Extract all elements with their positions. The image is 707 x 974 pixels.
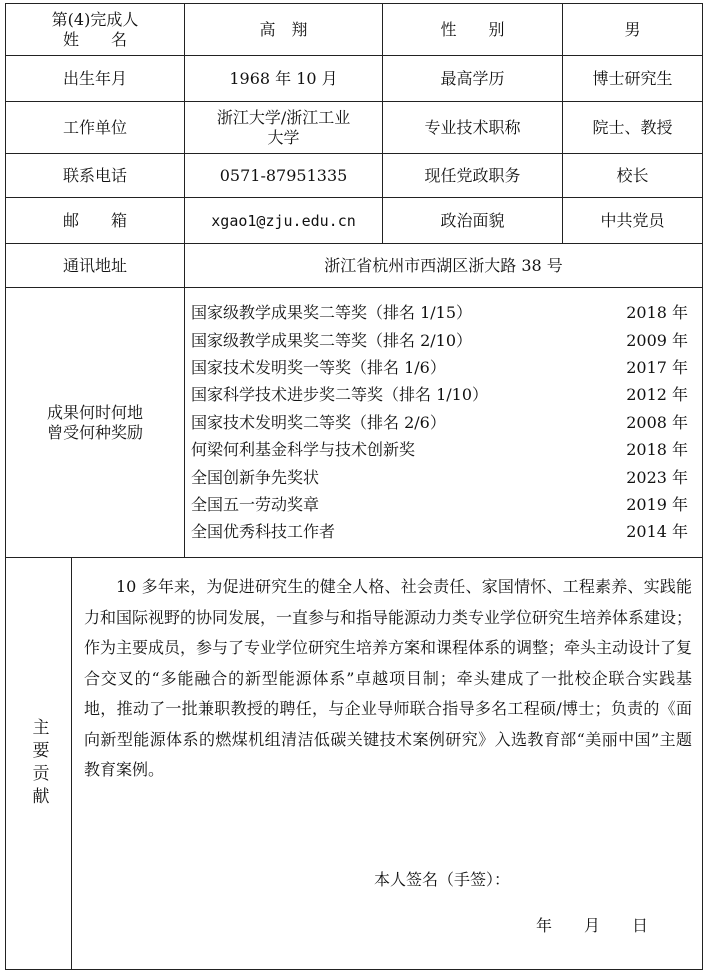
award-name: 国家技术发明奖一等奖（排名 1/6） [191, 358, 446, 378]
award-year: 2019 年 [626, 494, 689, 514]
award-item [191, 299, 688, 326]
row-birth [6, 56, 703, 102]
award-item [191, 491, 688, 518]
email-value: xgao1@zju.edu.cn [185, 198, 383, 244]
award-item [191, 464, 688, 491]
birth-label: 出生年月 [6, 56, 185, 102]
post-value: 校长 [563, 154, 703, 198]
awards-list [185, 299, 702, 546]
award-item [191, 327, 688, 354]
award-item [191, 354, 688, 381]
awards-label-line1: 成果何时何地 [47, 402, 144, 422]
award-name: 国家科学技术进步奖二等奖（排名 1/10） [191, 385, 489, 405]
party-label: 政治面貌 [383, 198, 563, 244]
unit-value-cell [185, 102, 383, 154]
award-name: 国家级教学成果奖二等奖（排名 2/10） [191, 330, 473, 350]
contribution-label-cell [6, 558, 72, 970]
award-item [191, 409, 688, 436]
nomination-form [5, 3, 702, 971]
title-label: 专业技术职称 [383, 102, 563, 154]
award-name: 何梁何利基金科学与技术创新奖 [191, 440, 416, 460]
awards-list-cell [185, 288, 703, 558]
name-label-cell [6, 4, 185, 56]
row-contribution [6, 558, 703, 970]
award-name: 全国五一劳动奖章 [191, 494, 320, 514]
awards-label-cell [6, 288, 185, 558]
awards-label-line2: 曾受何种奖励 [47, 422, 144, 442]
email-label: 邮 箱 [6, 198, 185, 244]
award-name: 国家技术发明奖二等奖（排名 2/6） [191, 412, 446, 432]
gender-label: 性 别 [383, 4, 563, 56]
row-unit [6, 102, 703, 154]
award-item [191, 518, 688, 545]
row-name [6, 4, 703, 56]
row-awards [6, 288, 703, 558]
contribution-text: 10 多年来，为促进研究生的健全人格、社会责任、家国情怀、工程素养、实践能力和国际视野的协同发展，一直参与和指导能源动力类专业学位研究生培养体系建设；作为主要成员，参与了专业学位研究生培养方案和课程体系的调整；牵头主动设计了复合交叉的“多能融合的新型能源体系”卓越项目制；牵头建成了一批校企联合实践基地，推动了一批兼职教授的聘任，与企业导师联合指导多名工程硕/博士；负责的《面向新型能源体系的燃煤机组清洁低碳关键技术案例研究》入选教育部“美丽中国”主题教育案例。 [84, 577, 693, 779]
award-year: 2017 年 [626, 358, 689, 378]
phone-label: 联系电话 [6, 154, 185, 198]
award-name: 全国创新争先奖状 [191, 467, 320, 487]
phone-value: 0571-87951335 [185, 154, 383, 198]
unit-label: 工作单位 [6, 102, 185, 154]
award-year: 2014 年 [626, 522, 689, 542]
row-address [6, 244, 703, 288]
birth-value: 1968 年 10 月 [185, 56, 383, 102]
degree-label: 最高学历 [383, 56, 563, 102]
row-email [6, 198, 703, 244]
award-name: 国家级教学成果奖二等奖（排名 1/15） [191, 303, 473, 323]
unit-value-line1: 浙江大学/浙江工业 [216, 107, 351, 127]
form-table [5, 3, 703, 970]
signature-label: 本人签名（手签）： [374, 870, 511, 889]
title-value: 院士、教授 [563, 102, 703, 154]
signature-date: 年 月 日 [536, 916, 649, 935]
award-year: 2008 年 [626, 412, 689, 432]
award-name: 全国优秀科技工作者 [191, 522, 336, 542]
award-year: 2023 年 [626, 467, 689, 487]
award-item [191, 381, 688, 408]
gender-value: 男 [563, 4, 703, 56]
award-item [191, 436, 688, 463]
degree-value: 博士研究生 [563, 56, 703, 102]
completer-order-label: 第(4)完成人 [51, 9, 139, 29]
contribution-label: 主要贡献 [28, 717, 49, 810]
award-year: 2018 年 [626, 440, 689, 460]
award-year: 2018 年 [626, 303, 689, 323]
party-value: 中共党员 [563, 198, 703, 244]
name-label: 姓 名 [63, 29, 128, 49]
name-value: 高 翔 [185, 4, 383, 56]
row-phone [6, 154, 703, 198]
unit-value-line2: 大学 [267, 127, 300, 147]
contribution-cell [72, 558, 703, 970]
award-year: 2009 年 [626, 330, 689, 350]
post-label: 现任党政职务 [383, 154, 563, 198]
address-label: 通讯地址 [6, 244, 185, 288]
address-value: 浙江省杭州市西湖区浙大路 38 号 [185, 244, 703, 288]
award-year: 2012 年 [626, 385, 689, 405]
